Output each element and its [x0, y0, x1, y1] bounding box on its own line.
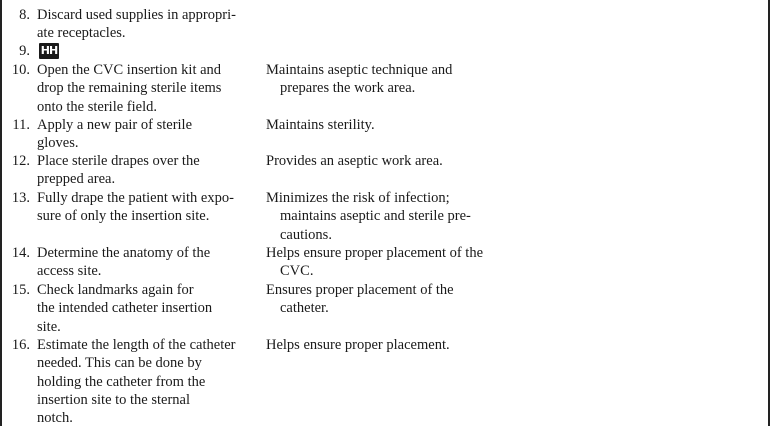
rationale-line: Provides an aseptic work area. [266, 153, 443, 169]
step-number: 12. [11, 153, 30, 169]
rationale-line: cautions. [280, 226, 332, 243]
step-number: 10. [11, 62, 30, 78]
action-line: Check landmarks again for [37, 282, 194, 298]
step-number: 14. [11, 245, 30, 261]
action-line: insertion site to the sternal [37, 391, 191, 408]
action-line: Apply a new pair of sterile [37, 117, 193, 133]
step-action [37, 281, 257, 336]
action-line: site. [37, 318, 61, 335]
action-line: sure of only the insertion site. [37, 208, 210, 225]
action-line: Fully drape the patient with expo- [37, 190, 234, 206]
step-action [37, 6, 257, 43]
rationale-line: Minimizes the risk of infection; [266, 190, 450, 206]
step-number: 13. [11, 190, 30, 206]
rationale-line: maintains aseptic and sterile pre- [280, 208, 471, 225]
rationale-line: prepares the work area. [280, 80, 416, 97]
step-action [37, 336, 257, 427]
rationale-line: Maintains aseptic technique and [266, 62, 453, 78]
step-action [37, 244, 257, 281]
action-line: Place sterile drapes over the [37, 153, 200, 169]
action-line: Determine the anatomy of the [37, 245, 211, 261]
step-number: 9. [19, 43, 30, 59]
action-line: needed. This can be done by [37, 355, 202, 372]
step-number: 11. [12, 117, 30, 133]
action-line: drop the remaining sterile items [37, 80, 222, 97]
step-rationale [266, 336, 516, 354]
rationale-line: catheter. [280, 300, 329, 317]
action-line: Estimate the length of the catheter [37, 337, 236, 353]
action-line: Discard used supplies in appropri- [37, 7, 236, 23]
action-line: gloves. [37, 135, 79, 152]
step-action [37, 61, 257, 116]
rationale-line: Ensures proper placement of the [266, 282, 454, 298]
step-rationale [266, 152, 516, 170]
step-action [37, 189, 257, 226]
rationale-line: Maintains sterility. [266, 117, 375, 133]
action-line: onto the sterile field. [37, 98, 157, 115]
right-border [768, 0, 770, 426]
step-number: 8. [19, 7, 30, 23]
left-border [0, 0, 2, 426]
action-line: the intended catheter insertion [37, 300, 213, 317]
step-number: 16. [11, 337, 30, 353]
action-line: notch. [37, 410, 73, 427]
step-action [37, 116, 257, 153]
step-rationale [266, 116, 516, 134]
step-rationale [266, 281, 516, 318]
action-line: holding the catheter from the [37, 373, 206, 390]
step-rationale [266, 61, 516, 98]
step-rationale [266, 244, 516, 281]
rationale-line: CVC. [280, 263, 314, 280]
action-line: Open the CVC insertion kit and [37, 62, 222, 78]
action-line: ate receptacles. [37, 25, 126, 42]
rationale-line: Helps ensure proper placement. [266, 337, 450, 353]
hand-hygiene-icon: HH [40, 44, 58, 57]
action-line: prepped area. [37, 171, 116, 188]
step-action [37, 152, 257, 189]
action-line: access site. [37, 263, 102, 280]
rationale-line: Helps ensure proper placement of the [266, 245, 484, 261]
step-rationale [266, 189, 516, 244]
step-number: 15. [11, 282, 30, 298]
